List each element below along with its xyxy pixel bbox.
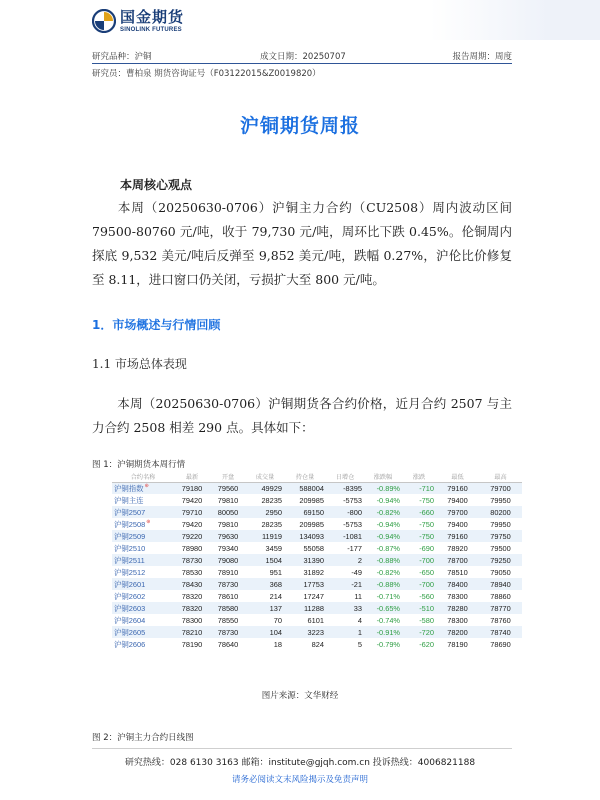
cell-open: 78730 — [210, 578, 246, 590]
header-watermark — [430, 0, 600, 40]
logo-chinese-name: 国金期货 — [120, 7, 185, 26]
cell-last: 78320 — [181, 591, 203, 601]
contract-name[interactable] — [112, 482, 174, 494]
contact-info: 研究热线：028 6130 3163 邮箱：institute@gjqh.com.cn 投诉热线：4006821188 — [124, 758, 476, 768]
cell-open: 79810 — [217, 519, 239, 529]
contract-name-text: 沪铜2508 — [114, 519, 146, 529]
table-row[interactable] — [112, 566, 522, 578]
cell-open: 78550 — [217, 615, 239, 625]
cell-chg-oi: 2 — [326, 554, 364, 566]
cell-chg-oi: -177 — [347, 543, 362, 553]
cell-last: 78300 — [181, 615, 203, 625]
section-text: 本周（20250630-0706）沪铜期货各合约价格，近月合约 2507 与主力合约 2508 相差 290 点。具体如下： — [92, 396, 512, 435]
table-row[interactable] — [112, 482, 522, 494]
table-header-cell[interactable]: 最低 — [436, 471, 479, 482]
table-row[interactable] — [112, 638, 522, 650]
cell-chg-oi: -1081 — [326, 530, 364, 542]
cell-oi: 588004 — [284, 482, 326, 494]
contract-name-text: 沪铜2507 — [114, 507, 146, 517]
contract-name-text: 沪铜2604 — [114, 615, 146, 625]
cell-last: 79420 — [181, 519, 203, 529]
cell-diff: -690 — [419, 543, 434, 553]
cell-vol: 368 — [246, 578, 284, 590]
cell-diff: -700 — [402, 578, 436, 590]
cell-last: 79710 — [174, 506, 210, 518]
cell-high: 79500 — [490, 543, 511, 553]
table-header-cell[interactable]: 合约名称 — [112, 471, 174, 482]
table-row[interactable] — [112, 506, 522, 518]
cell-pct: -0.94% — [376, 519, 400, 529]
cell-high: 80200 — [479, 506, 522, 518]
cell-pct: -0.89% — [364, 482, 402, 494]
cell-open: 79560 — [210, 482, 246, 494]
cell-high: 79950 — [490, 495, 511, 505]
report-meta-row — [92, 50, 512, 63]
cell-last: 78210 — [174, 626, 210, 638]
cell-chg-oi: 11 — [354, 591, 362, 601]
cell-open: 79080 — [210, 554, 246, 566]
cell-diff: -560 — [419, 591, 434, 601]
table-header-cell[interactable]: 最高 — [479, 471, 522, 482]
cell-pct: -0.65% — [364, 602, 402, 614]
table-header-cell[interactable]: 持仓量 — [284, 471, 326, 482]
cell-diff: -750 — [402, 530, 436, 542]
cell-pct: -0.79% — [376, 639, 400, 649]
contract-name[interactable] — [112, 590, 174, 602]
cell-pct: -0.74% — [376, 615, 400, 625]
cell-open: 78610 — [217, 591, 239, 601]
cell-open: 79810 — [217, 495, 239, 505]
cell-last: 78320 — [174, 602, 210, 614]
figure-2-caption: 图 2：沪铜主力合约日线图 — [92, 733, 194, 743]
cell-vol: 49929 — [246, 482, 284, 494]
cell-low: 78700 — [436, 554, 479, 566]
footer-divider — [92, 748, 512, 749]
table-row[interactable] — [112, 554, 522, 566]
contract-name-text: 沪铜2511 — [114, 555, 145, 565]
cell-oi: 17247 — [303, 591, 324, 601]
cell-high: 78690 — [490, 639, 511, 649]
table-header-cell[interactable]: 涨跌幅 — [364, 471, 402, 482]
cell-diff: -510 — [402, 602, 436, 614]
cell-chg-oi: 4 — [357, 615, 362, 625]
logo-icon — [92, 9, 116, 33]
table-header-cell[interactable]: 涨跌 — [402, 471, 436, 482]
header-divider — [92, 63, 512, 64]
contract-name[interactable] — [112, 578, 174, 590]
table-header-cell[interactable]: 开盘 — [210, 471, 246, 482]
cell-open: 79630 — [210, 530, 246, 542]
contract-name-text: 沪铜主连 — [114, 495, 144, 505]
cell-high: 79250 — [479, 554, 522, 566]
table-row[interactable] — [112, 542, 522, 554]
logo-english-name: SINOLINK FUTURES — [120, 26, 182, 33]
table-row[interactable] — [112, 626, 522, 638]
contract-name[interactable] — [112, 542, 174, 554]
cell-high: 79950 — [490, 519, 511, 529]
contract-name-text: 沪铜2512 — [114, 567, 146, 577]
table-header-cell[interactable]: 最新 — [174, 471, 210, 482]
contract-name[interactable] — [112, 506, 174, 518]
contract-name-text: 沪铜指数 — [114, 483, 144, 493]
cell-last: 79420 — [181, 495, 203, 505]
cell-open: 78580 — [210, 602, 246, 614]
table-row[interactable] — [112, 530, 522, 542]
contract-name[interactable] — [112, 614, 174, 626]
cell-oi: 17753 — [284, 578, 326, 590]
contract-name-text: 沪铜2601 — [114, 579, 146, 589]
cell-high: 78860 — [490, 591, 511, 601]
table-header-row — [112, 471, 522, 482]
cell-oi: 11288 — [284, 602, 326, 614]
cell-high: 78770 — [479, 602, 522, 614]
table-row[interactable] — [112, 578, 522, 590]
cell-vol: 18 — [273, 639, 282, 649]
cell-vol: 137 — [246, 602, 284, 614]
cell-low: 78190 — [447, 639, 468, 649]
contract-name-text: 沪铜2605 — [114, 627, 146, 637]
cell-last: 78730 — [174, 554, 210, 566]
cell-oi: 69150 — [284, 506, 326, 518]
disclaimer-link[interactable]: 请务必阅读文末风险揭示及免责声明 — [231, 775, 368, 785]
cell-diff: -750 — [419, 495, 434, 505]
table-row[interactable] — [112, 614, 522, 626]
cell-chg-oi: -5753 — [343, 519, 362, 529]
cell-last: 79220 — [174, 530, 210, 542]
contract-name[interactable] — [112, 602, 174, 614]
figure-1-caption: 图 1：沪铜期货本周行情 — [92, 460, 186, 470]
cell-low: 78510 — [447, 567, 468, 577]
contract-name[interactable] — [112, 566, 174, 578]
research-variety: 研究品种：沪铜 — [92, 52, 152, 62]
cell-vol: 951 — [269, 567, 282, 577]
cell-pct: -0.82% — [364, 506, 402, 518]
cell-open: 78730 — [210, 626, 246, 638]
core-view-text: 本周（20250630-0706）沪铜主力合约（CU2508）周内波动区间 79500-80760 元/吨，收于 79,730 元/吨，周环比下跌 0.45%。伦铜周内探底 9,532 美元/吨后反弹至 9,852 美元/吨，跌幅 0.27%，沪伦比价修复至 8.11，进口窗口仍关闭，亏损扩大至 800 元/吨。 — [92, 200, 512, 287]
cell-last: 78190 — [181, 639, 203, 649]
cell-pct: -0.88% — [364, 578, 402, 590]
cell-high: 78740 — [479, 626, 522, 638]
cell-oi: 31892 — [303, 567, 324, 577]
main-contract-tag-icon: ⊕ — [144, 483, 149, 490]
cell-last: 78430 — [174, 578, 210, 590]
cell-low: 78300 — [447, 615, 468, 625]
cell-oi: 824 — [311, 639, 324, 649]
contract-name-text: 沪铜2602 — [114, 591, 146, 601]
cell-diff: -720 — [402, 626, 436, 638]
cell-open: 78910 — [217, 567, 239, 577]
main-contract-tag-icon: ⊕ — [146, 519, 151, 526]
cell-pct: -0.71% — [376, 591, 400, 601]
quote-table — [112, 471, 522, 650]
cell-oi: 55058 — [303, 543, 324, 553]
contract-name-text: 沪铜2510 — [114, 543, 146, 553]
cell-vol: 214 — [269, 591, 282, 601]
cell-diff: -580 — [419, 615, 434, 625]
cell-low: 79700 — [436, 506, 479, 518]
contract-name[interactable] — [112, 554, 174, 566]
cell-oi: 31390 — [284, 554, 326, 566]
report-cycle: 报告周期：周度 — [452, 52, 512, 62]
cell-low: 78920 — [447, 543, 468, 553]
cell-vol: 70 — [273, 615, 282, 625]
cell-low: 79400 — [447, 519, 468, 529]
cell-oi: 209985 — [299, 495, 324, 505]
cell-diff: -750 — [419, 519, 434, 529]
researcher-info: 研究员：曹柏泉 期货咨询证号（F03122015&Z0019820） — [92, 69, 321, 79]
publish-date: 成文日期：20250707 — [260, 52, 346, 62]
contract-name[interactable] — [112, 530, 174, 542]
cell-vol: 28235 — [261, 495, 282, 505]
company-logo — [92, 6, 184, 36]
cell-high: 78940 — [479, 578, 522, 590]
cell-pct: -0.87% — [376, 543, 400, 553]
cell-chg-oi: -5753 — [343, 495, 362, 505]
cell-open: 79340 — [217, 543, 239, 553]
cell-pct: -0.94% — [364, 530, 402, 542]
contract-name[interactable] — [112, 494, 174, 506]
table-header-cell[interactable]: 日增仓 — [326, 471, 364, 482]
cell-open: 80050 — [210, 506, 246, 518]
report-title: 沪铜期货周报 — [239, 115, 360, 137]
figure-source: 图片来源：文华财经 — [261, 691, 339, 701]
cell-pct: -0.94% — [376, 495, 400, 505]
cell-chg-oi: 5 — [357, 639, 362, 649]
cell-open: 78640 — [217, 639, 239, 649]
cell-pct: -0.88% — [364, 554, 402, 566]
cell-diff: -660 — [402, 506, 436, 518]
table-row[interactable] — [112, 602, 522, 614]
cell-high: 78760 — [490, 615, 511, 625]
cell-low: 78400 — [436, 578, 479, 590]
table-row[interactable] — [112, 590, 522, 602]
section-heading: 1．市场概述与行情回顾 — [92, 318, 221, 332]
contract-name-text: 沪铜2606 — [114, 639, 146, 649]
cell-low: 78280 — [436, 602, 479, 614]
cell-low: 78300 — [447, 591, 468, 601]
cell-diff: -700 — [402, 554, 436, 566]
cell-chg-oi: 33 — [326, 602, 364, 614]
table-header-cell[interactable]: 成交量 — [246, 471, 284, 482]
table-row[interactable] — [112, 494, 522, 506]
cell-high: 79700 — [479, 482, 522, 494]
cell-vol: 104 — [246, 626, 284, 638]
cell-chg-oi: -800 — [326, 506, 364, 518]
cell-chg-oi: 1 — [326, 626, 364, 638]
cell-chg-oi: -49 — [351, 567, 362, 577]
cell-chg-oi: -8395 — [326, 482, 364, 494]
contract-name[interactable] — [112, 518, 174, 530]
cell-vol: 3459 — [265, 543, 282, 553]
cell-low: 78200 — [436, 626, 479, 638]
core-view-heading: 本周核心观点 — [120, 178, 193, 192]
cell-low: 79160 — [436, 530, 479, 542]
cell-diff: -710 — [402, 482, 436, 494]
cell-last: 79180 — [174, 482, 210, 494]
contract-name[interactable] — [112, 626, 174, 638]
cell-vol: 28235 — [261, 519, 282, 529]
cell-high: 79750 — [479, 530, 522, 542]
cell-vol: 1504 — [246, 554, 284, 566]
cell-diff: -620 — [419, 639, 434, 649]
table-row[interactable] — [112, 518, 522, 530]
cell-oi: 134093 — [284, 530, 326, 542]
cell-vol: 11919 — [246, 530, 284, 542]
contract-name-text: 沪铜2509 — [114, 531, 146, 541]
cell-oi: 3223 — [284, 626, 326, 638]
cell-low: 79400 — [447, 495, 468, 505]
cell-diff: -650 — [419, 567, 434, 577]
cell-last: 78980 — [181, 543, 203, 553]
contract-name-text: 沪铜2603 — [114, 603, 146, 613]
cell-last: 78530 — [181, 567, 203, 577]
cell-oi: 209985 — [299, 519, 324, 529]
cell-oi: 6101 — [307, 615, 324, 625]
cell-low: 79160 — [436, 482, 479, 494]
cell-pct: -0.91% — [364, 626, 402, 638]
cell-chg-oi: -21 — [326, 578, 364, 590]
cell-vol: 2950 — [246, 506, 284, 518]
cell-pct: -0.82% — [376, 567, 400, 577]
cell-high: 79050 — [490, 567, 511, 577]
subsection-heading: 1.1 市场总体表现 — [92, 357, 187, 371]
contract-name[interactable] — [112, 638, 174, 650]
